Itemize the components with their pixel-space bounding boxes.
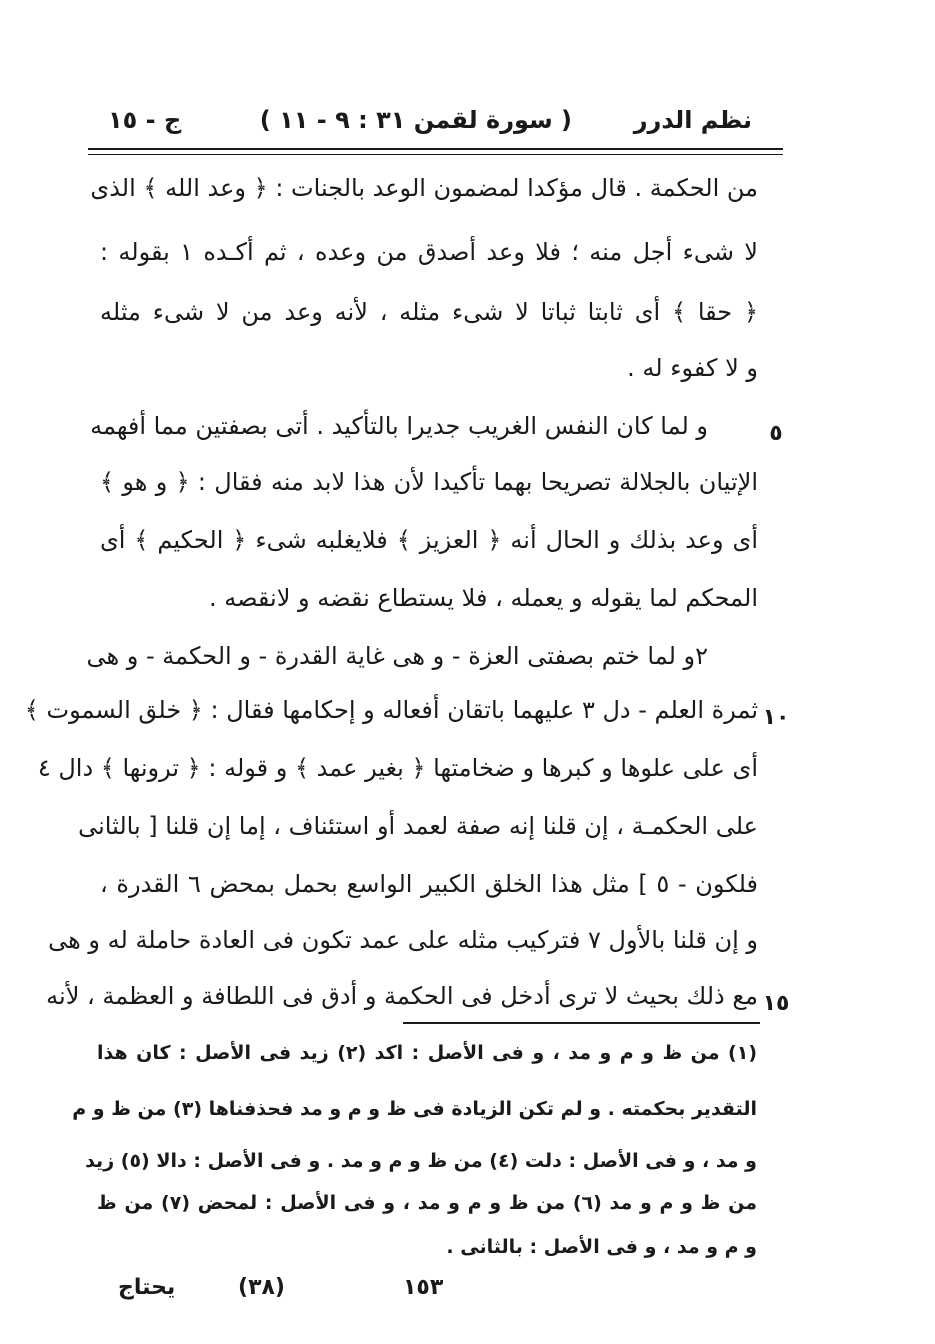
footnote-line: من ظ و م و مد (٦) من ظ و م و مد ، و فى الأصل : لمحض (٧) من ظ <box>97 1192 757 1214</box>
line-number: ٥ <box>769 421 783 446</box>
body-line: و إن قلنا بالأول ٧ فتركيب مثله على عمد تكون فى العادة حاملة له و هى <box>48 926 758 954</box>
body-line: المحكم لما يقوله و يعمله ، فلا يستطاع نقضه و لانقصه . <box>208 584 758 612</box>
body-line: لا شىء أجل منه ؛ فلا وعد أصدق من وعده ، ثم أكـده ١ بقوله : <box>100 238 758 266</box>
page-number: ١٥٣ <box>403 1275 444 1300</box>
book-title: نظم الدرر <box>633 106 752 134</box>
footnote-line: (١) من ظ و م و مد ، و فى الأصل : اكد (٢) زيد فى الأصل : كان هذا <box>97 1042 757 1064</box>
line-number: ١٠ <box>762 705 790 730</box>
body-line: أى وعد بذلك و الحال أنه ﴿ العزيز ﴾ فلايغلبه شىء ﴿ الحكيم ﴾ أى <box>100 526 758 554</box>
body-line: و لا كفوء له . <box>627 354 758 382</box>
body-line: ﴿ حقا ﴾ أى ثابتا ثباتا لا شىء مثله ، لأنه وعد من لا شىء مثله <box>100 298 758 326</box>
footnote-line: و م و مد ، و فى الأصل : بالثانى . <box>446 1236 757 1258</box>
signature-mark: (٣٨) <box>238 1275 285 1300</box>
footnote-line: التقدير بحكمته . و لم تكن الزيادة فى ظ و م و مد فحذفناها (٣) من ظ و م <box>72 1098 757 1120</box>
line-number: ١٥ <box>762 991 790 1016</box>
volume-number: ج - ١٥ <box>108 106 182 134</box>
footnote-line: و مد ، و فى الأصل : دلت (٤) من ظ و م و مد . و فى الأصل : دالا (٥) زيد <box>85 1150 757 1172</box>
body-line: على الحكمـة ، إن قلنا إنه صفة لعمد أو استئناف ، إما إن قلنا [ بالثانى <box>78 812 758 840</box>
surah-reference: ( سورة لقمن ٣١ : ٩ - ١١ ) <box>259 106 572 134</box>
body-line: و لما كان النفس الغريب جديرا بالتأكيد . أتى بصفتين مما أفهمه <box>90 412 708 440</box>
body-line: مع ذلك بحيث لا ترى أدخل فى الحكمة و أدق فى اللطافة و العظمة ، لأنه <box>46 982 758 1010</box>
body-line: ثمرة العلم - دل ٣ عليهما باتقان أفعاله و إحكامها فقال : ﴿ خلق السموت ﴾ <box>24 696 758 724</box>
header-rule-thick <box>88 148 783 150</box>
body-line: أى على علوها و كبرها و ضخامتها ﴿ بغير عمد ﴾ و قوله : ﴿ ترونها ﴾ دال ٤ <box>37 754 758 782</box>
header-rule-thin <box>88 154 783 155</box>
body-line: ٢و لما ختم بصفتى العزة - و هى غاية القدرة - و الحكمة - و هى <box>86 642 708 670</box>
body-line: من الحكمة . قال مؤكدا لمضمون الوعد بالجنات : ﴿ وعد الله ﴾ الذى <box>90 174 758 202</box>
body-line: فلكون - ٥ ] مثل هذا الخلق الكبير الواسع بحمل بمحض ٦ القدرة ، <box>100 870 759 898</box>
catchword: يحتاج <box>118 1275 176 1300</box>
body-line: الإتيان بالجلالة تصريحا بهما تأكيدا لأن هذا لابد منه فقال : ﴿ و هو ﴾ <box>100 468 758 496</box>
footnote-separator <box>403 1022 760 1024</box>
